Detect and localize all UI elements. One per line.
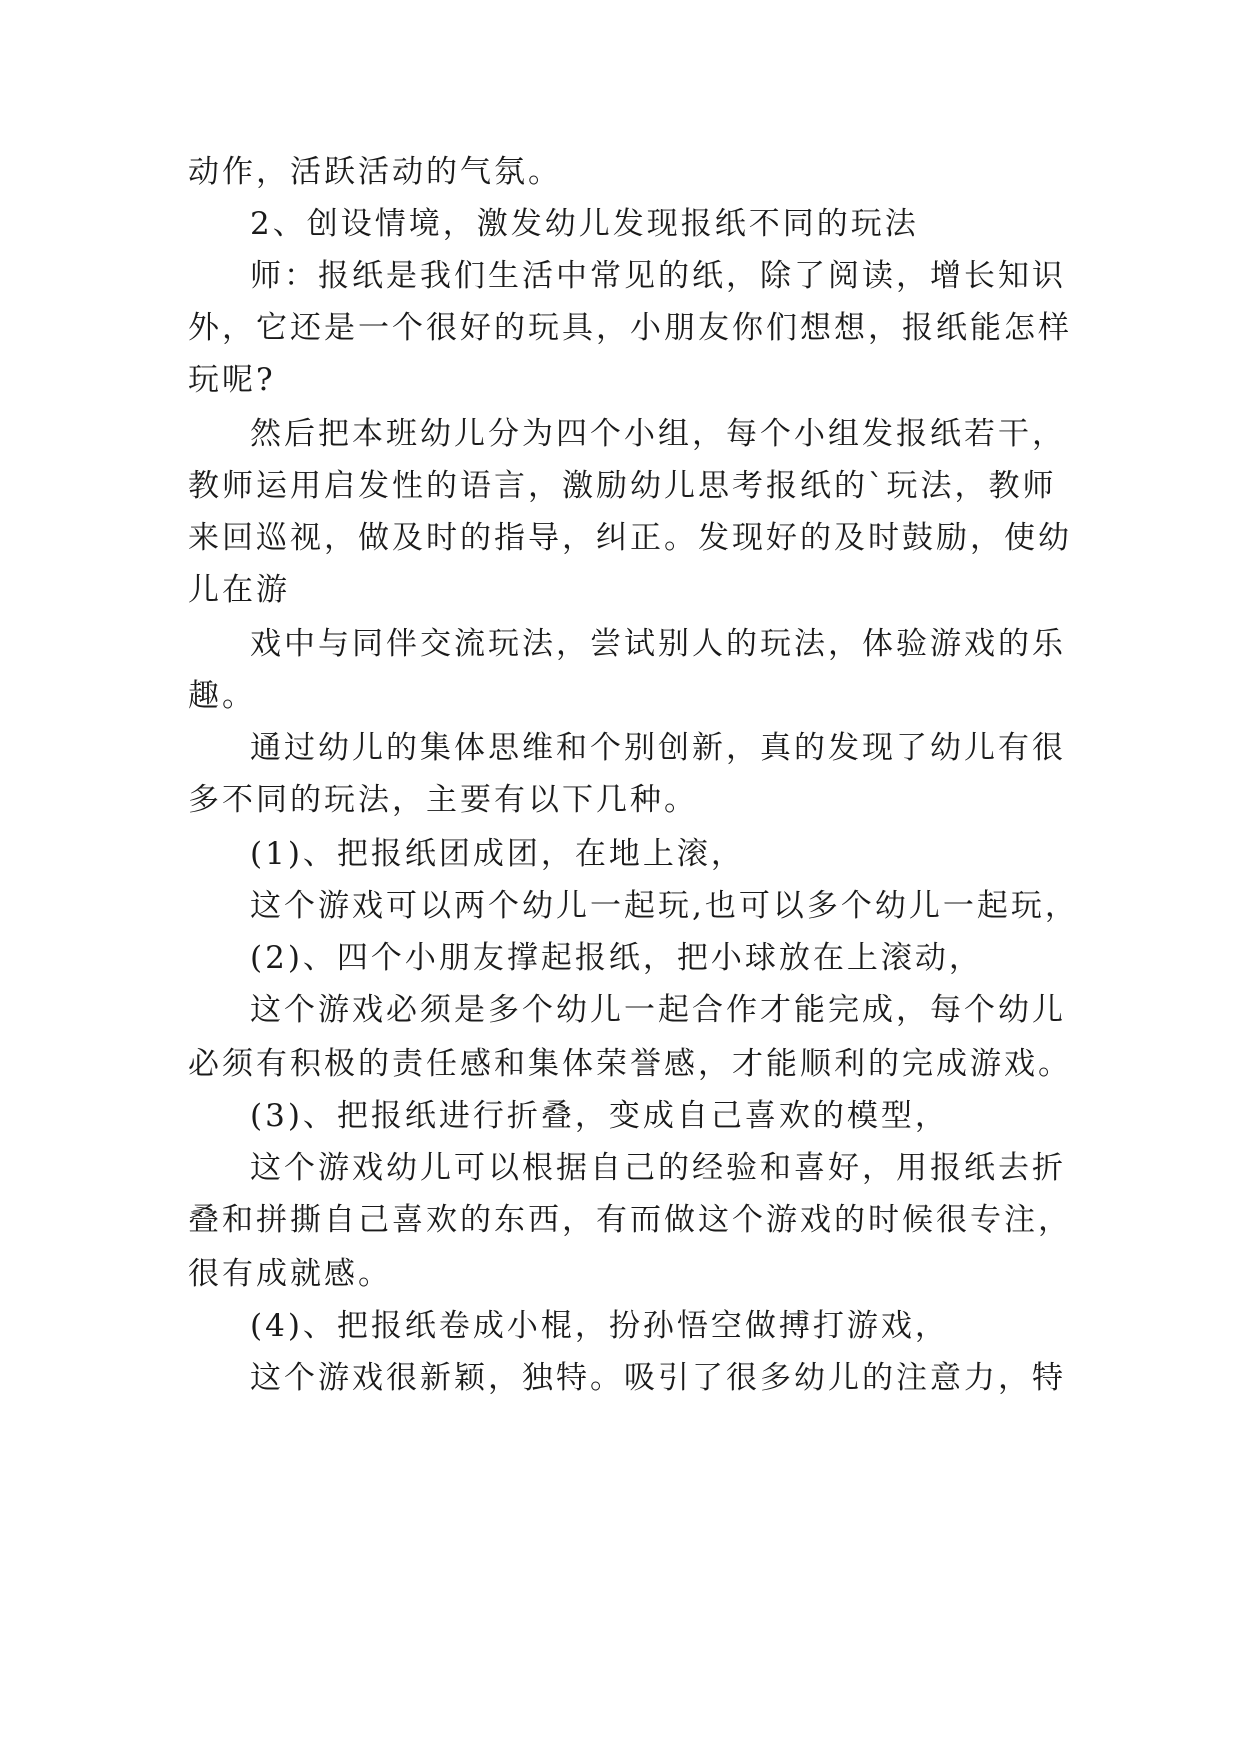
section-heading: 2、创设情境，激发幼儿发现报纸不同的玩法 [250, 206, 919, 242]
text-line: 多不同的玩法，主要有以下几种。 [188, 782, 698, 818]
text-line: 叠和拼撕自己喜欢的东西，有而做这个游戏的时候很专注， [188, 1202, 1072, 1238]
text-line: 然后把本班幼儿分为四个小组，每个小组发报纸若干， [250, 416, 1066, 452]
text-line: 戏中与同伴交流玩法，尝试别人的玩法，体验游戏的乐 [250, 626, 1066, 662]
list-item: (1)、把报纸团成团，在地上滚， [250, 836, 745, 872]
text-line: 这个游戏幼儿可以根据自己的经验和喜好，用报纸去折 [250, 1150, 1066, 1186]
text-line: 儿在游 [188, 572, 290, 608]
text-line: 教师运用启发性的语言，激励幼儿思考报纸的`玩法，教师 [188, 468, 1057, 504]
text-line: 这个游戏必须是多个幼儿一起合作才能完成，每个幼儿 [250, 992, 1066, 1028]
text-line: 动作，活跃活动的气氛。 [188, 154, 562, 190]
text-line: 很有成就感。 [188, 1256, 392, 1292]
text-line: 这个游戏很新颖，独特。吸引了很多幼儿的注意力，特 [250, 1360, 1066, 1396]
list-item: (4)、把报纸卷成小棍，扮孙悟空做搏打游戏， [250, 1308, 949, 1344]
list-item: (3)、把报纸进行折叠，变成自己喜欢的模型， [250, 1098, 949, 1134]
list-item: (2)、四个小朋友撑起报纸，把小球放在上滚动， [250, 940, 983, 976]
text-line: 师：报纸是我们生活中常见的纸，除了阅读，增长知识 [250, 258, 1066, 294]
text-line: 来回巡视，做及时的指导，纠正。发现好的及时鼓励，使幼 [188, 520, 1072, 556]
text-line: 通过幼儿的集体思维和个别创新，真的发现了幼儿有很 [250, 730, 1066, 766]
text-line: 必须有积极的责任感和集体荣誉感，才能顺利的完成游戏。 [188, 1046, 1072, 1082]
text-line: 趣。 [188, 678, 256, 714]
text-line: 外，它还是一个很好的玩具，小朋友你们想想，报纸能怎样 [188, 310, 1072, 346]
text-line: 这个游戏可以两个幼儿一起玩,也可以多个幼儿一起玩， [250, 888, 1079, 924]
text-line: 玩呢? [188, 362, 276, 398]
